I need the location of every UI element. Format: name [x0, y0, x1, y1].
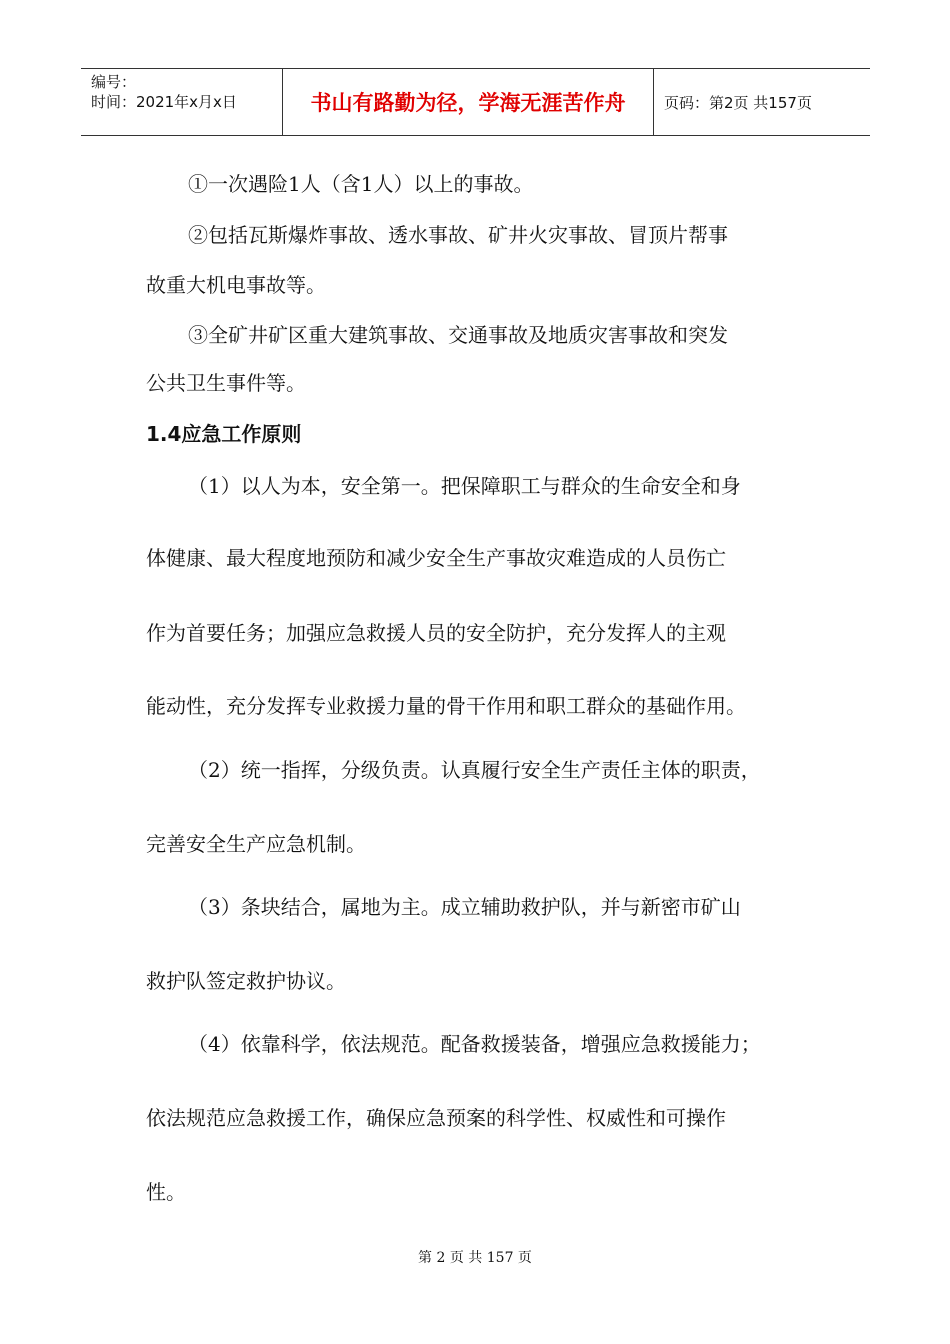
header-motto: 书山有路勤为径，学海无涯苦作舟 [283, 69, 654, 135]
body-line: ②包括瓦斯爆炸事故、透水事故、矿井火灾事故、冒顶片帮事 [188, 223, 728, 247]
body-line: （4）依靠科学，依法规范。配备救援装备，增强应急救援能力； [188, 1032, 761, 1056]
body-line: 体健康、最大程度地预防和减少安全生产事故灾难造成的人员伤亡 [146, 546, 726, 570]
body-line: 作为首要任务；加强应急救援人员的安全防护，充分发挥人的主观 [146, 621, 726, 645]
header-meta [81, 69, 283, 135]
body-line: ①一次遇险1人（含1人）以上的事故。 [188, 172, 534, 196]
header-page-info: 页码：第2页 共157页 [664, 93, 812, 112]
body-line: 能动性，充分发挥专业救援力量的骨干作用和职工群众的基础作用。 [146, 694, 746, 718]
body-line: 性。 [146, 1180, 186, 1204]
section-heading: 1.4应急工作原则 [146, 422, 302, 446]
body-line: ③全矿井矿区重大建筑事故、交通事故及地质灾害事故和突发 [188, 323, 728, 347]
page-footer: 第 2 页 共 157 页 [418, 1250, 532, 1266]
body-line: 救护队签定救护协议。 [146, 969, 346, 993]
body-line: （3）条块结合，属地为主。成立辅助救护队，并与新密市矿山 [188, 895, 741, 919]
body-line: （1）以人为本，安全第一。把保障职工与群众的生命安全和身 [188, 474, 741, 498]
body-line: 完善安全生产应急机制。 [146, 832, 366, 856]
body-line: （2）统一指挥，分级负责。认真履行安全生产责任主体的职责， [188, 758, 761, 782]
number-label: 编号： [91, 73, 137, 91]
body-line: 公共卫生事件等。 [146, 371, 306, 395]
time-label: 时间：2021年x月x日 [91, 93, 237, 111]
body-line: 故重大机电事故等。 [146, 273, 326, 297]
page-header [81, 68, 870, 136]
body-line: 依法规范应急救援工作，确保应急预案的科学性、权威性和可操作 [146, 1106, 726, 1130]
